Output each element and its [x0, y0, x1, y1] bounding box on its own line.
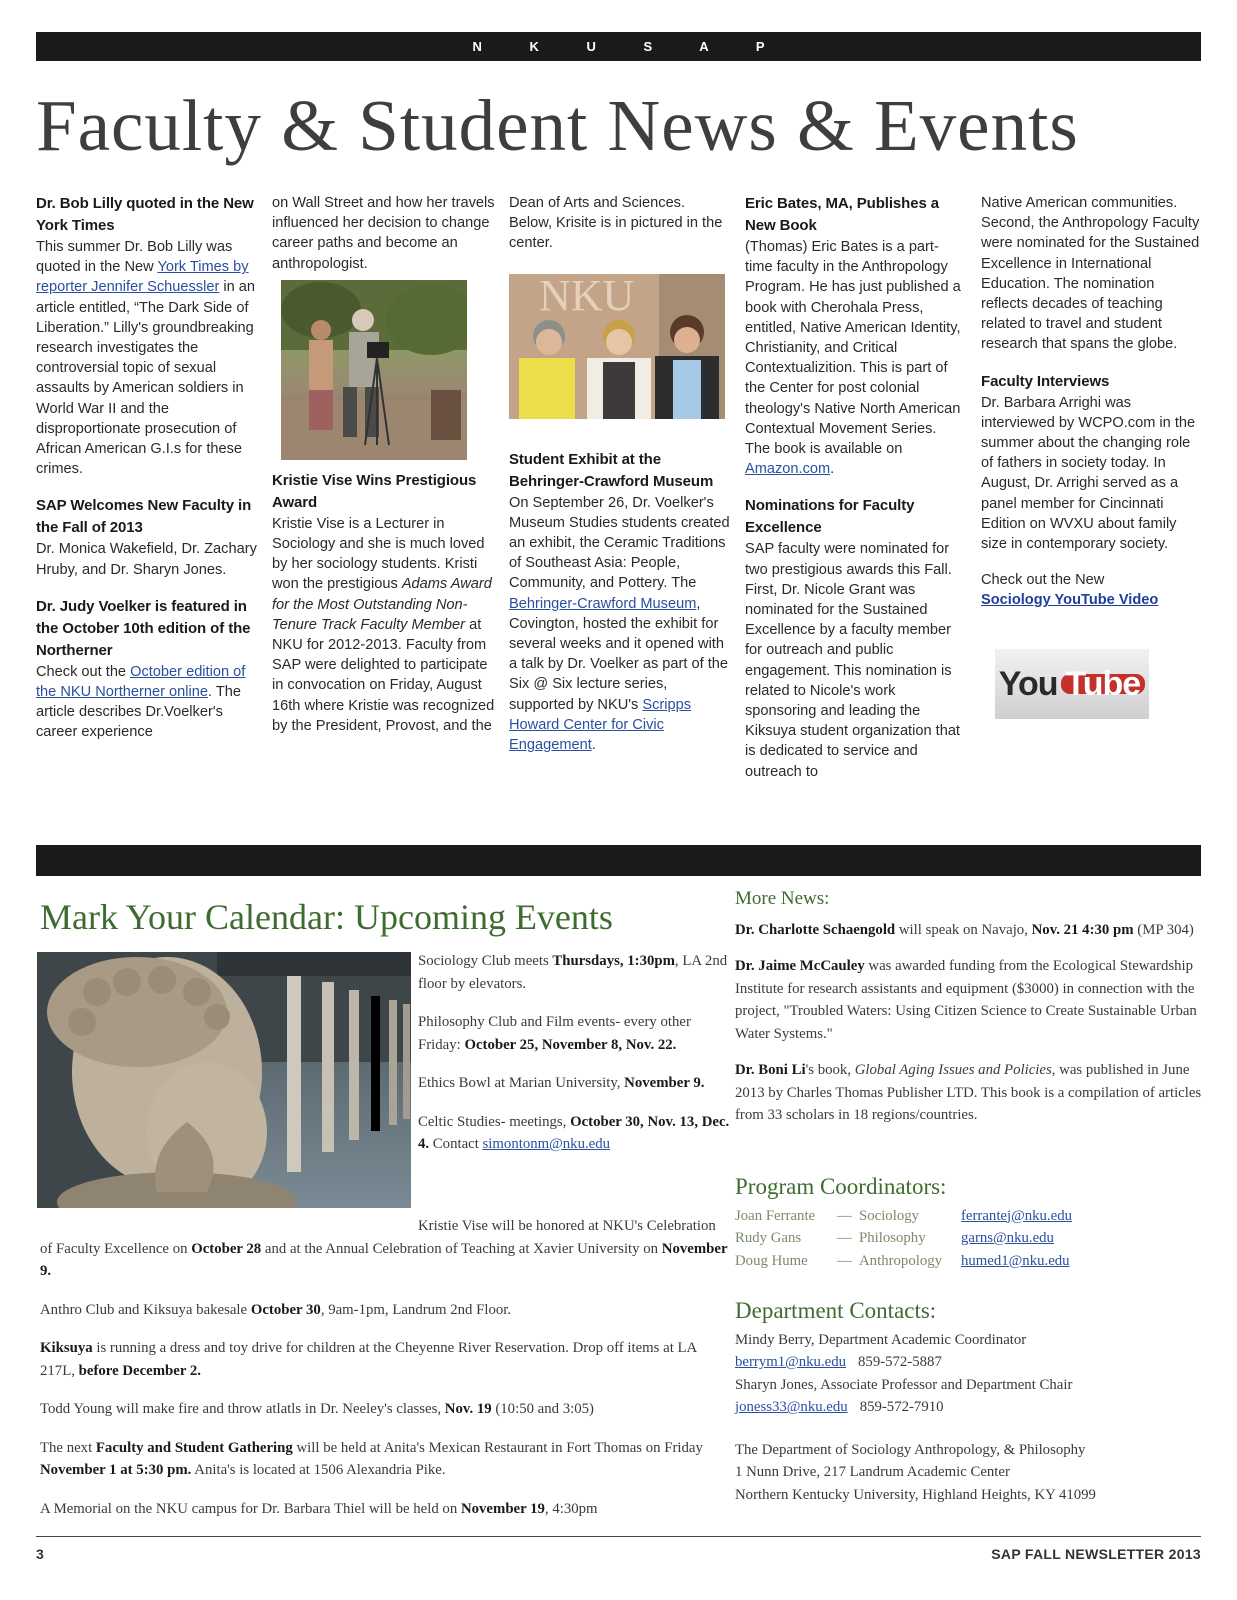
field-photo: [281, 280, 467, 460]
newsletter-name: SAP FALL NEWSLETTER 2013: [991, 1546, 1201, 1562]
news-schaengold: Dr. Charlotte Schaengold will speak on Navajo, Nov. 21 4:30 pm (MP 304): [735, 921, 1194, 938]
headline-nominations: Nominations for Faculty Excellence: [745, 497, 915, 537]
event-atlatls: Todd Young will make fire and throw atlatls in Dr. Neeley's classes, Nov. 19 (10:50 and 3:05): [40, 1401, 594, 1417]
article-new-faculty: Dr. Monica Wakefield, Dr. Zachary Hruby, and Dr. Sharyn Jones.: [36, 541, 257, 578]
event-drive: Kiksuya is running a dress and toy drive for children at the Cheyenne River Reservation. Drop off items at LA 217L, before December 2.: [40, 1340, 697, 1379]
statue-photo: [37, 952, 411, 1208]
coordinators-title: Program Coordinators:: [735, 1174, 947, 1199]
coordinator-email-link[interactable]: ferrantej@nku.edu: [961, 1207, 1072, 1224]
article-vise-cont: Dean of Arts and Sciences. Below, Krisite is in pictured in the center.: [509, 195, 723, 252]
contacts-title: Department Contacts:: [735, 1298, 937, 1323]
news-mccauley: Dr. Jaime McCauley was awarded funding from the Ecological Stewardship Institute for research assistants and equipment ($3000) in connection with the project, "Troubled Waters: Using Citizen Science to Create Sustainable Urban Water Systems.": [735, 958, 1197, 1042]
article-exhibit: On September 26, Dr. Voelker's Museum Studies students created an exhibit, the Ceramic Traditions of Southeast Asia: People, Community, and Pottery. The Behringer-Crawford Museum, Covington, hosted the exhibit for several weeks and it opened with a talk by Dr. Voelker as part of the Six @ Six lecture series, supported by NKU's Scripps Howard Center for Civic Engagement.: [509, 494, 730, 754]
jones-phone: 859-572-7910: [859, 1399, 944, 1415]
coordinator-email-link[interactable]: humed1@nku.edu: [961, 1252, 1070, 1269]
berry-email-link[interactable]: berrym1@nku.edu: [735, 1354, 847, 1370]
contact-jones-name: Sharyn Jones, Associate Professor and Department Chair: [735, 1376, 1073, 1393]
event-gathering: The next Faculty and Student Gathering will be held at Anita's Mexican Restaurant in Fort Thomas on Friday November 1 at 5:30 pm. Anita's is located at 1506 Alexandria Pike.: [40, 1439, 703, 1478]
event-ethics-bowl: Ethics Bowl at Marian University, November 9.: [418, 1075, 705, 1091]
dept-address-line-1: The Department of Sociology Anthropology, & Philosophy: [735, 1441, 1086, 1458]
headline-lilly: Dr. Bob Lilly quoted in the New York Times: [36, 195, 254, 234]
events-list-full: [40, 1215, 730, 1536]
contact-berry-name: Mindy Berry, Department Academic Coordinator: [735, 1331, 1027, 1348]
jones-email-link[interactable]: joness33@nku.edu: [735, 1399, 848, 1415]
event-vise-honor: Kristie Vise will be honored at NKU's Celebration of Faculty Excellence on October 28 and at the Annual Celebration of Teaching at Xavier University on November 9.: [40, 1218, 728, 1279]
contact-berry-line: [735, 1351, 1205, 1374]
coordinator-row: Joan Ferrante — Sociology ferrantej@nku.edu: [735, 1205, 1205, 1228]
award-photo: [509, 274, 725, 419]
dept-address-line-2: 1 Nunn Drive, 217 Landrum Academic Center: [735, 1464, 1010, 1480]
northerner-link[interactable]: October edition of the NKU Northerner online: [36, 663, 246, 701]
coordinator-email-link[interactable]: garns@nku.edu: [961, 1230, 1054, 1246]
headline-new-faculty: SAP Welcomes New Faculty in the Fall of 2013: [36, 497, 252, 537]
statue-illustration: [37, 952, 411, 1208]
award-photo-illustration: [509, 274, 725, 419]
nyt-link[interactable]: York Times by reporter Jennifer Schuessler: [36, 259, 249, 296]
scripps-howard-link[interactable]: Scripps Howard Center for Civic Engagement: [509, 696, 692, 754]
page-title: Faculty & Student News & Events: [36, 85, 1079, 166]
news-column-5: [981, 193, 1203, 719]
headline-exhibit: Student Exhibit at the Behringer-Crawford Museum: [509, 450, 714, 490]
event-bakesale: Anthro Club and Kiksuya bakesale October 30, 9am-1pm, Landrum 2nd Floor.: [40, 1301, 512, 1318]
dept-address-line-3: Northern Kentucky University, Highland Heights, KY 41099: [735, 1486, 1096, 1503]
article-nominations: SAP faculty were nominated for two prestigious awards this Fall. First, Dr. Nicole Grant was nominated for the Sustained Excellence by a faculty member for outreach and public engagement. This nomination is related to Nicole's work sponsoring and leading the Kiksuya student organization that is dedicated to service and outreach to: [745, 541, 960, 780]
youtube-logo-you: You: [998, 664, 1058, 703]
article-nominations-cont: Native American communities. Second, the Anthropology Faculty were nominated for the Sustained Excellence in International Education. The nomination reflects decades of teaching related to travel and student research that spans the globe.: [981, 195, 1200, 353]
footer-rule: [36, 1536, 1201, 1537]
coordinator-row: Doug Hume — Anthropology humed1@nku.edu: [735, 1250, 1205, 1273]
news-li: Dr. Boni Li's book, Global Aging Issues and Policies, was published in June 2013 by Charles Thomas Publisher LTD. This book is a compilation of articles from 33 scholars in 18 regions/countries.: [735, 1062, 1202, 1123]
news-column-4: [745, 193, 963, 782]
section-divider-bar: [36, 845, 1201, 876]
article-voelker-cont: on Wall Street and how her travels influenced her decision to change career paths and become an anthropologist.: [272, 195, 495, 272]
events-list-right: [418, 950, 730, 1172]
berry-phone: 859-572-5887: [858, 1354, 942, 1370]
event-sociology-club: Sociology Club meets Thursdays, 1:30pm, LA 2nd floor by elevators.: [418, 953, 728, 992]
more-news-section: [735, 888, 1215, 1127]
amazon-link[interactable]: Amazon.com: [745, 461, 831, 478]
nku-sign-text: NKU: [539, 273, 635, 320]
article-bates: (Thomas) Eric Bates is a part-time faculty in the Anthropology Program. He has just published a book with Cherohala Press, entitled, Native American Identity, Christianity, and Critical Contextualizition. This is part of the Center for post colonial theology's Native North American Contextual Movement Series. The book is available on Amazon.com.: [745, 239, 961, 478]
youtube-logo-tube: Tube: [1061, 674, 1146, 694]
news-column-1: [36, 193, 258, 743]
article-vise: Kristie Vise is a Lecturer in Sociology and she is much loved by her sociology students. Kristi won the prestigious Adams Award for the Most Outstanding Non-Tenure Track Faculty Member at NKU for 2012-2013. Faculty from SAP were delighted to participate in convocation on Friday, August 16th where Kristie was recognized by the President, Provost, and the: [272, 515, 495, 734]
news-column-3: [509, 193, 731, 755]
simonton-email-link[interactable]: simontonm@nku.edu: [482, 1136, 611, 1152]
calendar-title: Mark Your Calendar: Upcoming Events: [40, 897, 613, 937]
event-celtic-studies: Celtic Studies- meetings, October 30, Nov. 13, Dec. 4. Contact simontonm@nku.edu: [418, 1113, 730, 1152]
museum-link[interactable]: Behringer-Crawford Museum: [509, 595, 697, 612]
youtube-prompt: Check out the New: [981, 572, 1105, 589]
headline-interviews: Faculty Interviews: [981, 372, 1110, 390]
contact-jones-line: [735, 1396, 1205, 1419]
article-voelker: Check out the October edition of the NKU Northerner online. The article describes Dr.Voelker's career experience: [36, 663, 246, 741]
article-lilly: This summer Dr. Bob Lilly was quoted in the New York Times by reporter Jennifer Schuessler in an article entitled, “The Dark Side of Liberation.” Lilly's groundbreaking research investigates the controversial topic of sexual assaults by American soldiers in World War II and the disproportionate prosecution of African American G.I.s for these crimes.: [36, 239, 256, 478]
article-interviews: Dr. Barbara Arrighi was interviewed by WCPO.com in the summer about the changing role of fathers in society today. In August, Dr. Arrighi served as a panel member for Cincinnati Edition on WVXU about family size in contemporary society.: [981, 394, 1196, 553]
headline-voelker: Dr. Judy Voelker is featured in the October 10th edition of the Northerner: [36, 597, 251, 659]
headline-bates: Eric Bates, MA, Publishes a New Book: [745, 195, 940, 234]
news-column-2: [272, 193, 496, 736]
youtube-video-link[interactable]: Sociology YouTube Video: [981, 592, 1159, 609]
event-philosophy-club: Philosophy Club and Film events- every other Friday: October 25, November 8, Nov. 22.: [418, 1014, 691, 1053]
coordinator-row: Rudy Gans — Philosophy garns@nku.edu: [735, 1227, 1205, 1250]
event-memorial: A Memorial on the NKU campus for Dr. Barbara Thiel will be held on November 19, 4:30pm: [40, 1500, 598, 1517]
headline-vise: Kristie Vise Wins Prestigious Award: [272, 471, 477, 511]
more-news-title: More News:: [735, 888, 830, 909]
youtube-logo[interactable]: [995, 649, 1149, 719]
page-number: 3: [36, 1546, 44, 1562]
section-label: N K U S A P: [472, 39, 787, 54]
section-banner: [36, 32, 1201, 61]
contacts-section: [735, 1300, 1205, 1506]
field-photo-illustration: [281, 280, 467, 460]
coordinators-section: [735, 1176, 1205, 1272]
